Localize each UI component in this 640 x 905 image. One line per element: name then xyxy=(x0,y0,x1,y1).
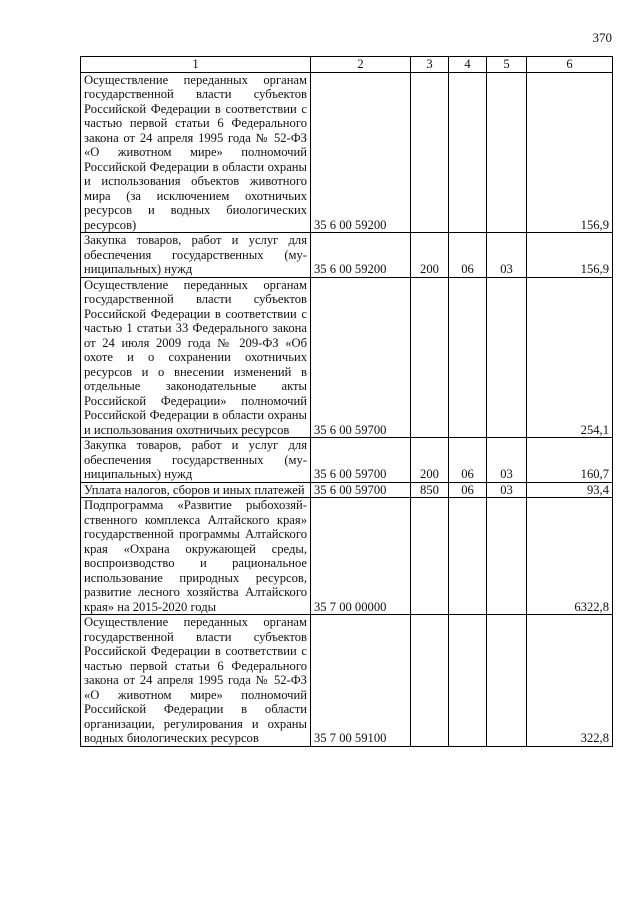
target-code: 35 6 00 59700 xyxy=(311,438,411,483)
table-row xyxy=(81,615,613,747)
column-header-1: 1 xyxy=(81,57,311,73)
column-header-2: 2 xyxy=(311,57,411,73)
table-row xyxy=(81,277,613,438)
column-header-3: 3 xyxy=(411,57,449,73)
table-row xyxy=(81,498,613,615)
table-row xyxy=(81,438,613,483)
table-header xyxy=(81,57,613,73)
row-name: Осуществление переданных органам государственной власти субъектов Российской Федерации в соответствии с частью первой статьи 6 Федерального закона от 24 апреля 1995 года № 52-ФЗ «О животном мире» полномочий Российской Федерации в области охраны и использования объектов животного мира (за исключением охотничьих ресурсов и водных биологических ресурсов) xyxy=(81,72,311,233)
header-row xyxy=(81,57,613,73)
expense-type: 200 xyxy=(411,438,449,483)
row-name: Уплата налогов, сборов и иных платежей xyxy=(81,482,311,498)
column-header-4: 4 xyxy=(449,57,487,73)
target-code: 35 6 00 59700 xyxy=(311,277,411,438)
amount: 160,7 xyxy=(527,438,613,483)
column-header-5: 5 xyxy=(487,57,527,73)
target-code: 35 7 00 59100 xyxy=(311,615,411,747)
subsection xyxy=(487,72,527,233)
row-name: Осуществление переданных органам государственной власти субъектов Российской Федерации в соответствии с частью 1 статьи 33 Федерального закона от 24 июля 2009 года № 209-ФЗ «Об охоте и о сохранении охотничьих ресурсов и о внесении изменений в отдельные законодательные акты Российской Федерации» полномочий Российской Федерации в области охраны и использования охотничьих ресурсов xyxy=(81,277,311,438)
row-name: Подпрограмма «Развитие рыбохозяйственного комплекса Алтайского края» государственной программы Алтайского края «Охрана окружающей среды, воспроизводство и рациональное использование природных ресурсов, развитие лесного хозяйства Алтайского края» на 2015-2020 годы xyxy=(81,498,311,615)
section xyxy=(449,72,487,233)
subsection xyxy=(487,277,527,438)
subsection: 03 xyxy=(487,233,527,278)
row-name: Закупка товаров, работ и услуг для обеспечения государственных (муниципальных) нужд xyxy=(81,438,311,483)
amount: 254,1 xyxy=(527,277,613,438)
amount: 322,8 xyxy=(527,615,613,747)
amount: 6322,8 xyxy=(527,498,613,615)
target-code: 35 6 00 59700 xyxy=(311,482,411,498)
section: 06 xyxy=(449,233,487,278)
target-code: 35 7 00 00000 xyxy=(311,498,411,615)
target-code: 35 6 00 59200 xyxy=(311,233,411,278)
subsection xyxy=(487,498,527,615)
table-row xyxy=(81,233,613,278)
section: 06 xyxy=(449,438,487,483)
section xyxy=(449,615,487,747)
budget-table xyxy=(80,56,613,747)
subsection: 03 xyxy=(487,482,527,498)
page-number: 370 xyxy=(592,30,612,45)
section: 06 xyxy=(449,482,487,498)
expense-type: 200 xyxy=(411,233,449,278)
expense-type xyxy=(411,72,449,233)
amount: 93,4 xyxy=(527,482,613,498)
expense-type xyxy=(411,615,449,747)
expense-type xyxy=(411,498,449,615)
row-name: Осуществление переданных органам государственной власти субъектов Российской Федерации в соответствии с частью первой статьи 6 Федерального закона от 24 апреля 1995 года № 52-ФЗ «О животном мире» полномочий Российской Федерации в области организации, регулирования и охраны водных биологических ресурсов xyxy=(81,615,311,747)
row-name: Закупка товаров, работ и услуг для обеспечения государственных (муниципальных) нужд xyxy=(81,233,311,278)
expense-type: 850 xyxy=(411,482,449,498)
subsection xyxy=(487,615,527,747)
target-code: 35 6 00 59200 xyxy=(311,72,411,233)
section xyxy=(449,277,487,438)
table-row xyxy=(81,72,613,233)
section xyxy=(449,498,487,615)
column-header-6: 6 xyxy=(527,57,613,73)
amount: 156,9 xyxy=(527,72,613,233)
subsection: 03 xyxy=(487,438,527,483)
table-row xyxy=(81,482,613,498)
amount: 156,9 xyxy=(527,233,613,278)
expense-type xyxy=(411,277,449,438)
table-body xyxy=(81,72,613,746)
